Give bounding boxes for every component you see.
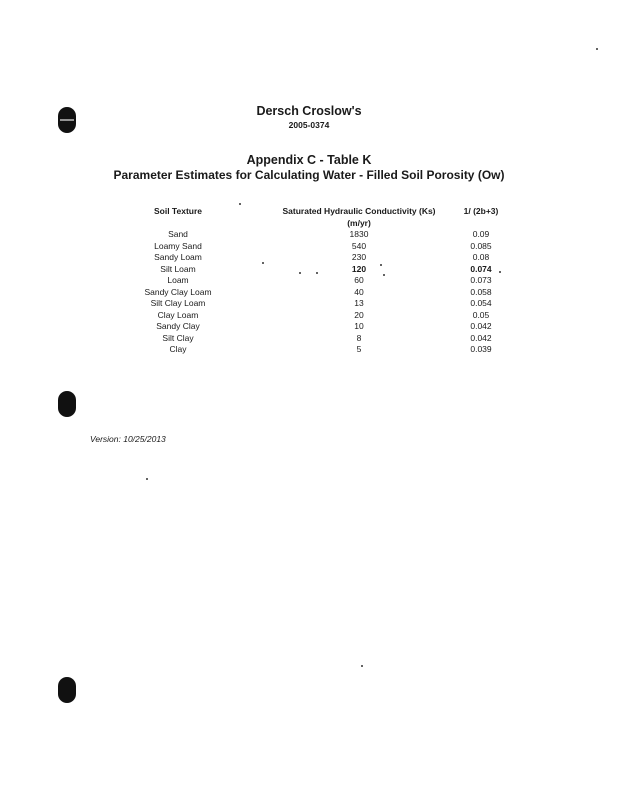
porosity-factor-cell: 0.08 xyxy=(472,252,490,262)
scan-speck xyxy=(146,478,148,480)
porosity-factor-cell: 0.05 xyxy=(472,309,490,320)
porosity-factor-cell: 0.054 xyxy=(470,298,492,308)
porosity-factor-cell: 0.042 xyxy=(470,321,492,331)
column-header-unit: (m/yr) xyxy=(347,218,371,228)
table-row xyxy=(0,275,618,287)
porosity-factor-cell: 0.039 xyxy=(470,344,492,354)
table-row xyxy=(0,321,618,333)
scan-speck xyxy=(239,203,241,205)
table-title: Parameter Estimates for Calculating Water - Filled Soil Porosity (Ow) xyxy=(113,168,505,182)
soil-texture-cell: Sandy Clay Loam xyxy=(144,286,212,297)
conductivity-cell: 13 xyxy=(354,298,364,308)
scan-speck xyxy=(361,665,363,667)
conductivity-cell: 120 xyxy=(351,263,367,274)
conductivity-cell: 5 xyxy=(356,344,362,354)
soil-texture-cell: Loam xyxy=(167,275,189,285)
site-name: Dersch Croslow's xyxy=(256,104,362,118)
porosity-factor-cell: 0.058 xyxy=(470,286,492,297)
column-header-porosity-factor: 1/ (2b+3) xyxy=(463,206,499,216)
conductivity-cell: 60 xyxy=(354,275,364,285)
table-row xyxy=(0,310,618,322)
conductivity-cell: 540 xyxy=(351,240,367,251)
soil-texture-cell: Clay xyxy=(169,344,187,354)
column-header-hydraulic-conductivity: Saturated Hydraulic Conductivity (Ks) xyxy=(282,206,436,216)
porosity-factor-cell: 0.042 xyxy=(470,332,492,343)
table-row xyxy=(0,298,618,310)
soil-texture-cell: Sandy Loam xyxy=(154,252,202,262)
appendix-title: Appendix C - Table K xyxy=(246,153,372,167)
soil-parameter-table xyxy=(0,229,618,356)
soil-texture-cell: Sand xyxy=(168,229,188,239)
conductivity-cell: 230 xyxy=(351,252,367,262)
site-id: 2005-0374 xyxy=(288,120,330,130)
punch-hole-middle xyxy=(58,391,76,417)
porosity-factor-cell: 0.09 xyxy=(472,229,490,239)
punch-hole-bottom xyxy=(58,677,76,703)
conductivity-cell: 20 xyxy=(354,309,364,320)
porosity-factor-cell: 0.073 xyxy=(470,275,492,285)
table-row xyxy=(0,344,618,356)
conductivity-cell: 8 xyxy=(356,332,362,343)
soil-texture-cell: Silt Loam xyxy=(160,263,196,274)
soil-texture-cell: Loamy Sand xyxy=(154,240,202,251)
conductivity-cell: 10 xyxy=(354,321,364,331)
table-row xyxy=(0,252,618,264)
soil-texture-cell: Silt Clay Loam xyxy=(150,298,206,308)
table-row xyxy=(0,241,618,253)
table-row xyxy=(0,229,618,241)
column-header-soil-texture: Soil Texture xyxy=(153,206,203,216)
soil-texture-cell: Sandy Clay xyxy=(156,321,200,331)
soil-texture-cell: Silt Clay xyxy=(162,332,194,343)
soil-texture-cell: Clay Loam xyxy=(157,309,199,320)
table-row xyxy=(0,333,618,345)
porosity-factor-cell: 0.085 xyxy=(470,240,492,251)
table-row xyxy=(0,287,618,299)
porosity-factor-cell: 0.074 xyxy=(470,263,492,274)
conductivity-cell: 40 xyxy=(354,286,364,297)
table-row xyxy=(0,264,618,276)
version-date: Version: 10/25/2013 xyxy=(90,434,166,444)
conductivity-cell: 1830 xyxy=(349,229,369,239)
scan-speck xyxy=(596,48,598,50)
